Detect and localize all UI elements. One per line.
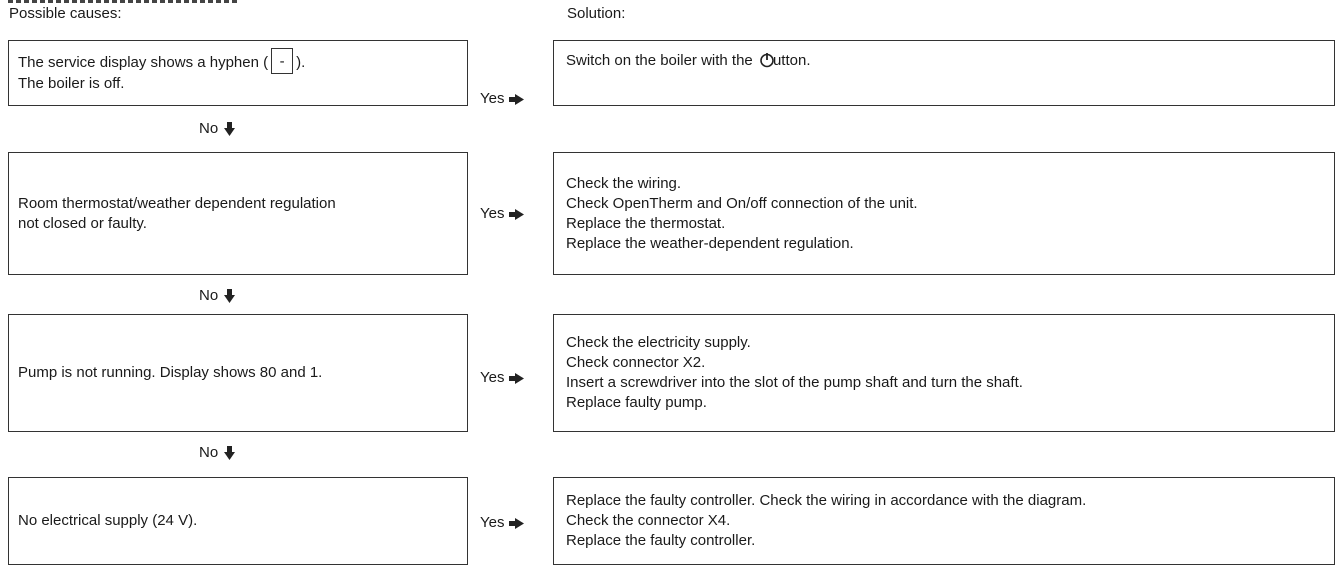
cause-1-text-c: The boiler is off.	[18, 75, 125, 92]
no-connector-3	[199, 444, 235, 462]
possible-causes-header: Possible causes:	[9, 5, 122, 22]
cause-2-line-1: Room thermostat/weather dependent regulation	[18, 194, 336, 212]
solution-4-line-1: Replace the faulty controller. Check the wiring in accordance with the diagram.	[566, 492, 1087, 509]
cause-box-3	[8, 314, 468, 432]
cause-1-text-b: ).	[296, 53, 306, 71]
no-label: No	[199, 444, 219, 461]
solution-1-text-a: Switch on the boiler with the	[566, 52, 753, 69]
solution-header: Solution:	[567, 5, 626, 22]
arrow-right-icon	[509, 209, 524, 220]
arrow-right-icon	[509, 518, 524, 529]
no-label: No	[199, 120, 219, 137]
solution-2-line-4: Replace the weather-dependent regulation.	[566, 234, 854, 252]
yes-label: Yes	[480, 205, 505, 222]
arrow-down-icon	[224, 289, 235, 303]
solution-box-2	[553, 152, 1335, 275]
solution-4-line-2: Check the connector X4.	[566, 512, 731, 529]
cause-4-line-1: No electrical supply (24 V).	[18, 512, 198, 529]
solution-3-line-2: Check connector X2.	[566, 354, 706, 371]
cause-box-1	[8, 40, 468, 106]
cause-2-line-2: not closed or faulty.	[18, 214, 147, 232]
solution-3-line-3: Insert a screwdriver into the slot of the pump shaft and turn the shaft.	[566, 374, 1023, 391]
arrow-down-icon	[224, 446, 235, 460]
solution-2-line-2: Check OpenTherm and On/off connection of the unit.	[566, 194, 918, 212]
cropped-heading-remnant	[8, 0, 238, 3]
cause-3-line-1: Pump is not running. Display shows 80 and 1.	[18, 364, 323, 381]
yes-connector-2	[480, 205, 524, 223]
arrow-right-icon	[509, 94, 524, 105]
solution-2-line-1: Check the wiring.	[566, 174, 682, 192]
yes-connector-4	[480, 514, 524, 532]
yes-connector-3	[480, 369, 524, 387]
solution-3-line-1: Check the electricity supply.	[566, 334, 751, 351]
solution-1-text-b: utton.	[772, 52, 811, 69]
solution-3-line-4: Replace faulty pump.	[566, 394, 707, 411]
arrow-right-icon	[509, 373, 524, 384]
cause-box-4	[8, 477, 468, 565]
cause-1-text-a: The service display shows a hyphen (	[18, 53, 269, 71]
hyphen-display-key: -	[271, 48, 293, 74]
no-label: No	[199, 287, 219, 304]
cause-box-2	[8, 152, 468, 275]
solution-box-1	[553, 40, 1335, 106]
no-connector-2	[199, 287, 235, 305]
arrow-down-icon	[224, 122, 235, 136]
yes-label: Yes	[480, 514, 505, 531]
solution-4-line-3: Replace the faulty controller.	[566, 532, 756, 549]
no-connector-1	[199, 120, 235, 138]
yes-label: Yes	[480, 90, 505, 107]
solution-box-3	[553, 314, 1335, 432]
solution-box-4	[553, 477, 1335, 565]
yes-label: Yes	[480, 369, 505, 386]
yes-connector-1	[480, 90, 524, 108]
solution-2-line-3: Replace the thermostat.	[566, 214, 726, 232]
